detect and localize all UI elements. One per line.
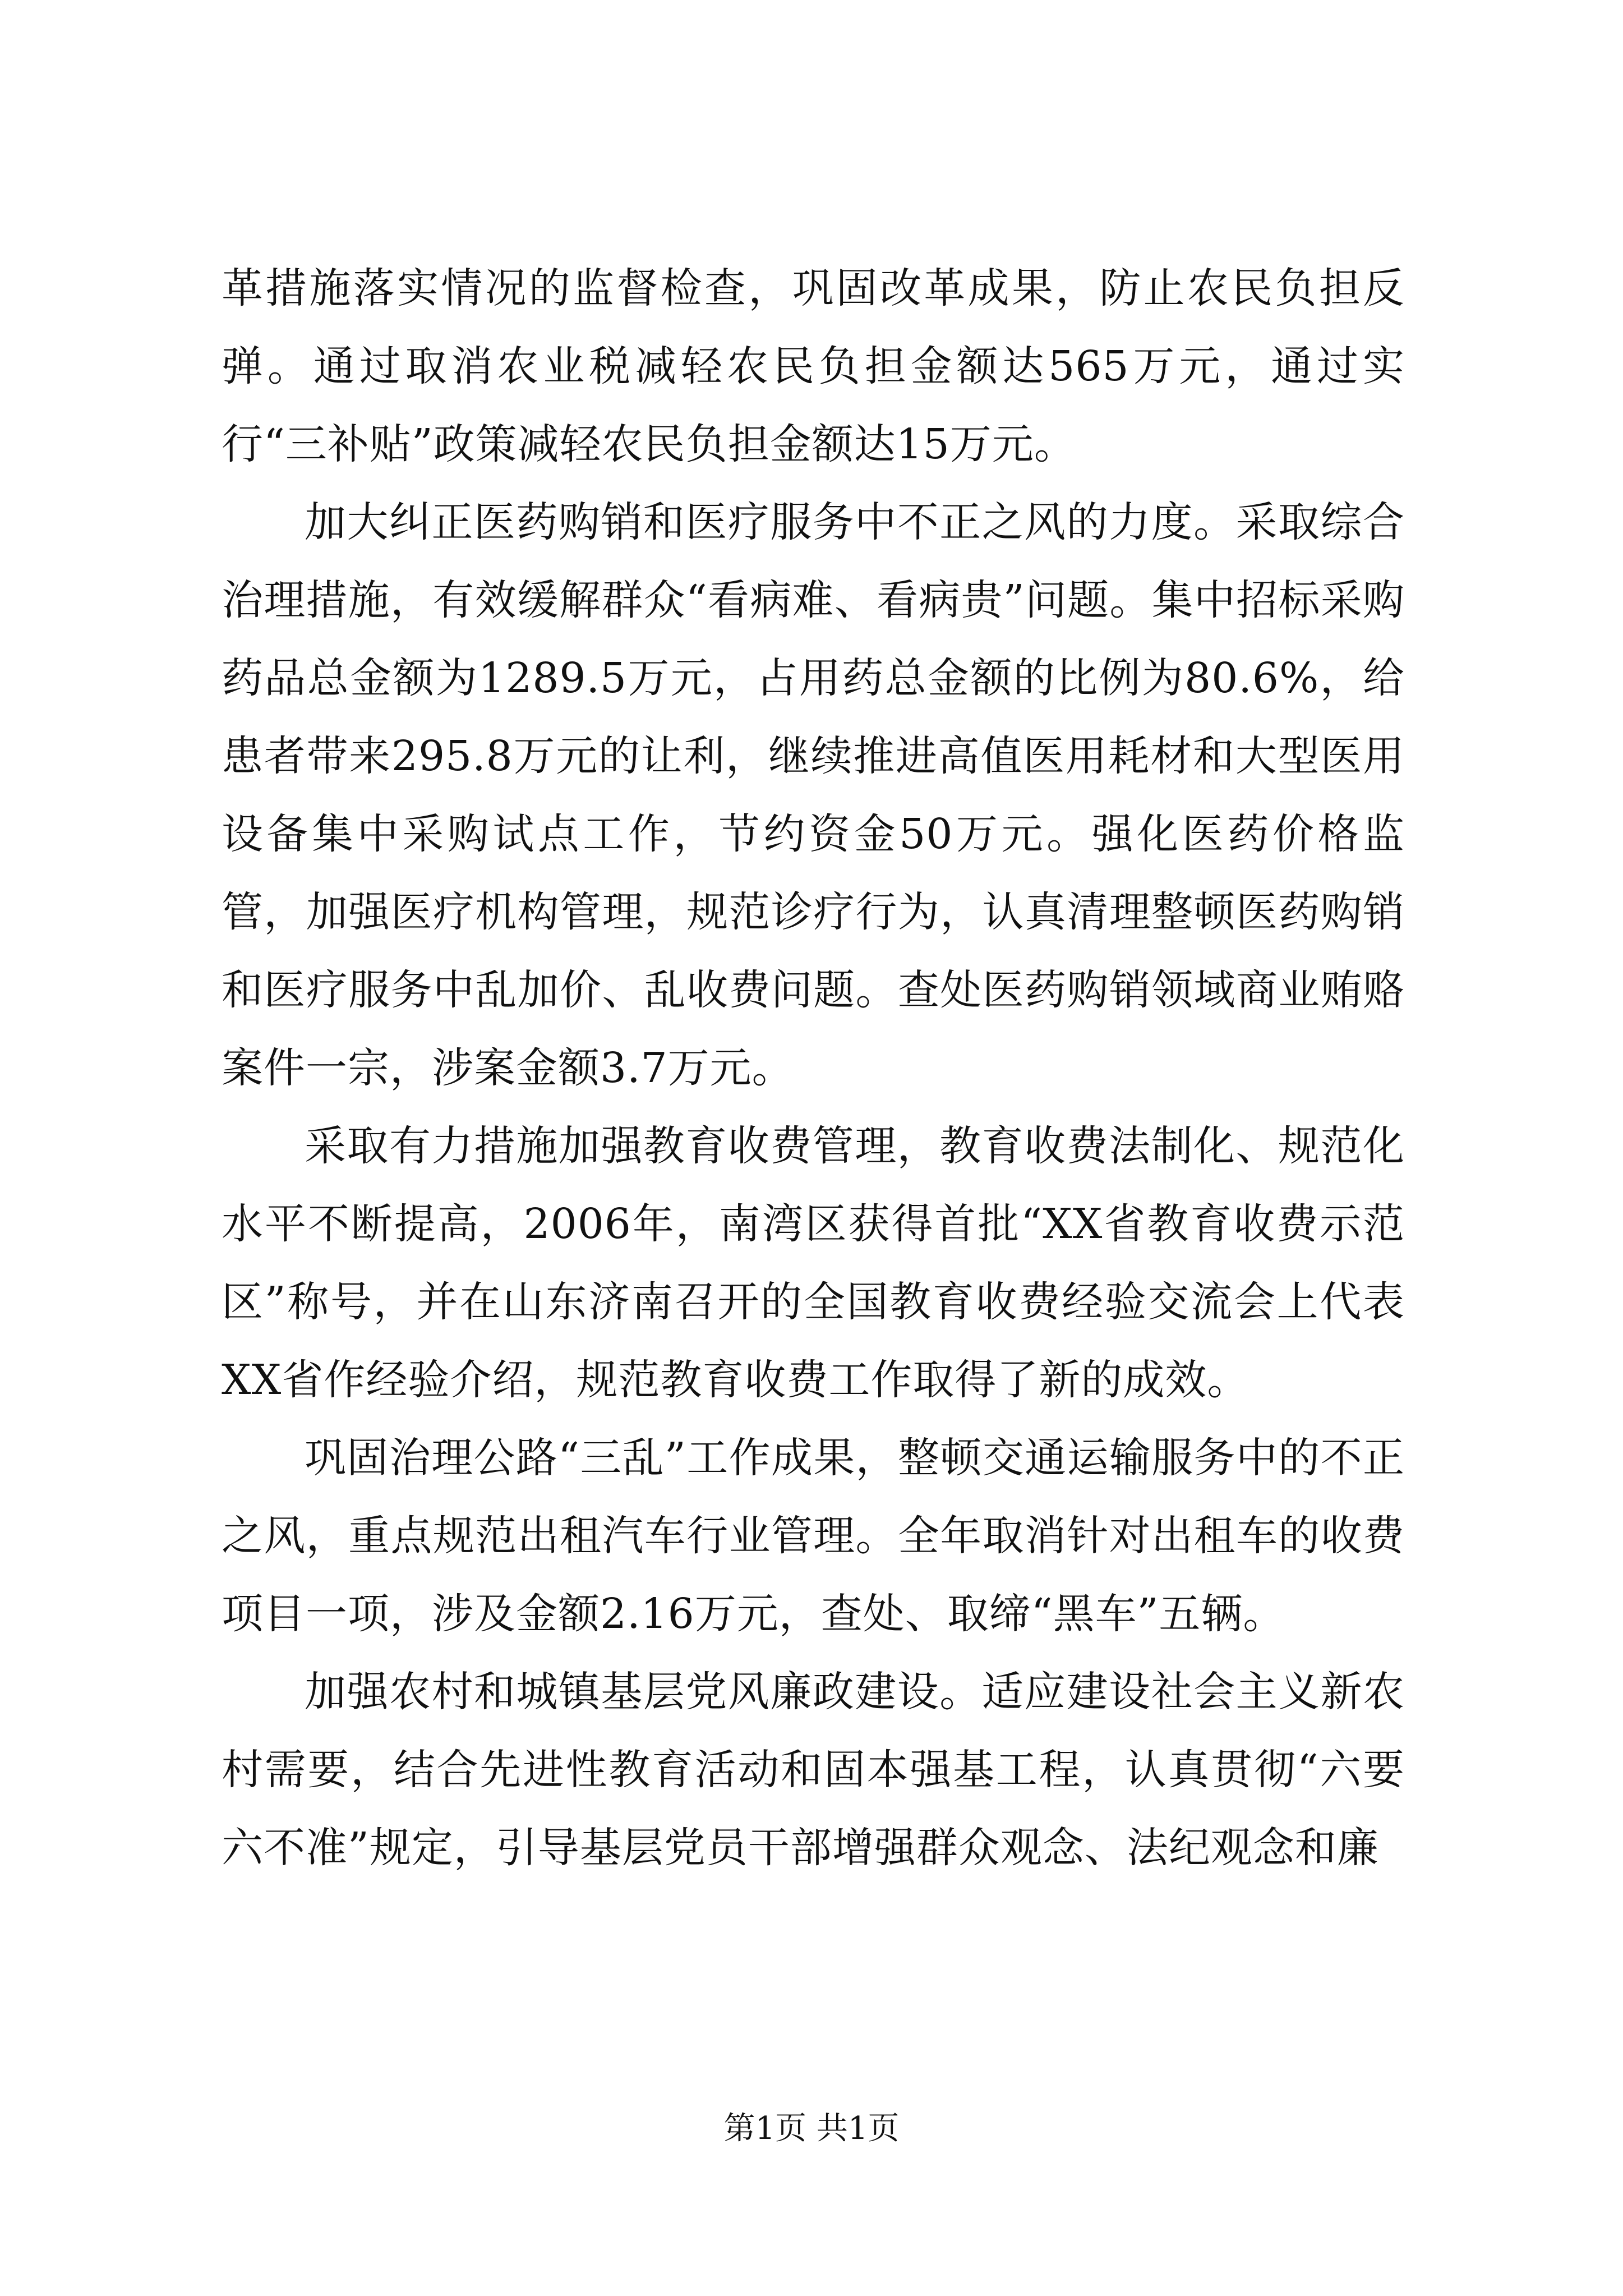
- paragraph-grassroots-party: 加强农村和城镇基层党风廉政建设。适应建设社会主义新农村需要，结合先进性教育活动和固本强基工程，认真贯彻“六要六不准”规定，引导基层党员干部增强群众观念、法纪观念和廉: [222, 1668, 1405, 1872]
- document-body: [222, 250, 1405, 1887]
- paragraph-road-transport: 巩固治理公路“三乱”工作成果，整顿交通运输服务中的不正之风，重点规范出租汽车行业管理。全年取消针对出租车的收费项目一项，涉及金额2.16万元，查处、取缔“黑车”五辆。: [222, 1434, 1405, 1638]
- paragraph-education-fees: 采取有力措施加强教育收费管理，教育收费法制化、规范化水平不断提高，2006年，南湾区获得首批“XX省教育收费示范区”称号，并在山东济南召开的全国教育收费经验交流会上代表XX省作经验介绍，规范教育收费工作取得了新的成效。: [222, 1122, 1405, 1404]
- paragraph-continuation: 革措施落实情况的监督检查，巩固改革成果，防止农民负担反弹。通过取消农业税减轻农民负担金额达565万元，通过实行“三补贴”政策减轻农民负担金额达15万元。: [222, 264, 1405, 468]
- page-footer: 第1页 共1页: [723, 2110, 900, 2147]
- paragraph-medical-services: 加大纠正医药购销和医疗服务中不正之风的力度。采取综合治理措施，有效缓解群众“看病难、看病贵”问题。集中招标采购药品总金额为1289.5万元，占用药总金额的比例为80.6%，给患者带来295.8万元的让利，继续推进高值医用耗材和大型医用设备集中采购试点工作，节约资金50万元。强化医药价格监管，加强医疗机构管理，规范诊疗行为，认真清理整顿医药购销和医疗服务中乱加价、乱收费问题。查处医药购销领域商业贿赂案件一宗，涉案金额3.7万元。: [222, 498, 1405, 1092]
